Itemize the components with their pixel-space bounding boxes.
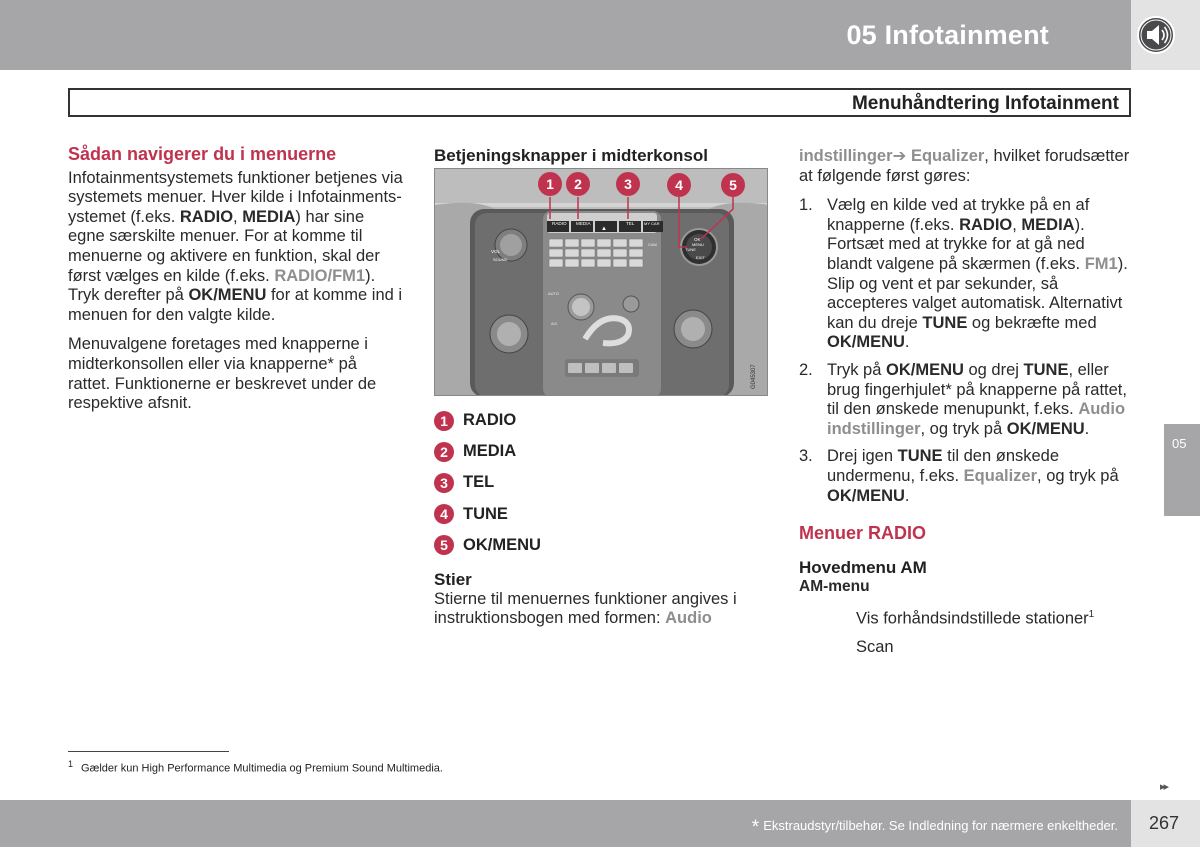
text: ). Slip og vent et par sekunder, så accepteres valget automatisk. Alternativt kan du dreje (827, 254, 1128, 332)
menu-path: Equalizer (963, 466, 1038, 485)
ac-key-label: A/C (551, 321, 558, 326)
intro-paragraph (68, 169, 403, 326)
footnote-ref: 1 (1088, 608, 1095, 620)
step-number: 2. (799, 360, 813, 379)
svg-text:▲: ▲ (601, 226, 607, 232)
menu-path: Audio (665, 609, 712, 628)
paths-text (434, 590, 754, 629)
footnote-text: Gælder kun High Performance Multimedia og Premium Sound Multimedia. (81, 762, 443, 775)
text: ). Tryk derefter på (68, 266, 376, 305)
mycar-key-label: MY CAR (644, 221, 660, 226)
text: , og tryk på (920, 419, 1007, 438)
main-menu-am-heading: Hovedmenu AM (799, 557, 927, 577)
menu-item (856, 605, 1134, 629)
step-number: 3. (799, 447, 813, 466)
keyword: TUNE (1023, 360, 1069, 379)
callout-number: 2 (434, 442, 454, 462)
paths-section (434, 570, 754, 639)
image-code: G045307 (751, 364, 757, 389)
callout-item (434, 436, 541, 467)
console-callout-5: 5 (729, 177, 737, 193)
console-callout-1: 1 (546, 176, 554, 192)
console-illustration (435, 169, 768, 396)
text: Vælg en kilde ved at trykke på en af knapperne (f.eks. (827, 196, 1090, 234)
callout-number: 5 (434, 535, 454, 555)
continue-arrow-icon: ▸▸ (1160, 781, 1168, 793)
footer-note (752, 817, 1118, 839)
keyword: TUNE (897, 447, 943, 466)
chapter-title: 05 Infotainment (846, 20, 1049, 50)
text: og bekræfte med (967, 313, 1097, 332)
console-callout-4: 4 (675, 177, 683, 193)
callout-label: TEL (463, 473, 495, 492)
menu-path: RADIO/FM1 (274, 266, 366, 285)
radio-key-label: RADIO (552, 221, 567, 226)
am-menu-items (799, 605, 1134, 658)
keyword: MEDIA (242, 207, 296, 226)
step-number: 1. (799, 196, 813, 215)
page-number: 267 (1149, 813, 1180, 833)
paths-heading: Stier (434, 570, 472, 589)
callout-item (434, 467, 541, 498)
keyword: OK/MENU (885, 360, 964, 379)
callout-label: OK/MENU (463, 535, 541, 554)
tune-knob-label: TUNE (685, 247, 696, 252)
arrow-icon: ➔ (892, 147, 907, 165)
navigation-heading: Sådan navigerer du i menuerne (68, 144, 337, 164)
ok-key-label: OK (694, 237, 701, 242)
cam-key-label: CAM (648, 242, 657, 247)
callout-legend (434, 405, 541, 561)
menu-path: Audio indstillinger (827, 400, 1126, 438)
step-item (799, 196, 1134, 353)
buttons-paragraph: Menuvalgene foretages med knapperne i midterkonsollen eller via knapperne* på rattet. Funktionerne er beskrevet under de respektive afsnit. (68, 335, 377, 413)
footnote-divider (68, 751, 229, 752)
footer-bar (0, 800, 1131, 847)
keyword: OK/MENU (1006, 419, 1085, 438)
keyword: MEDIA (1021, 215, 1075, 234)
callout-label: TUNE (463, 504, 508, 523)
path-continuation (799, 147, 1134, 186)
callout-label: RADIO (463, 411, 517, 430)
text: ) har sine egne særskilte menuer. For at komme til menuerne og aktivere en funktion, skal der først vælges en kilde (f.eks. (68, 207, 380, 285)
sound-key-label: SOUND (493, 257, 508, 262)
center-console-figure (434, 168, 768, 396)
text: , (1012, 215, 1022, 234)
console-callout-3: 3 (624, 176, 632, 192)
step-item (799, 361, 1134, 439)
exit-key-label: EXIT (696, 255, 705, 260)
callout-number: 4 (434, 504, 454, 524)
step-text (827, 447, 1134, 506)
middle-heading-wrap (434, 146, 774, 166)
text: Infotainmentsystemets funktioner betjenes via systemets menuer. Hver kilde i Infotainments-ystemet (f.eks. (68, 168, 403, 226)
callout-number: 1 (434, 411, 454, 431)
footnote-marker: 1 (68, 759, 74, 769)
page-number-box (1131, 800, 1200, 847)
keyword: OK/MENU (188, 286, 267, 305)
console-callout-2: 2 (574, 176, 582, 192)
menu-path: FM1 (1084, 254, 1118, 273)
menu-item-label: Scan (856, 637, 894, 656)
menu-key-label: MENU (692, 242, 704, 247)
asterisk: * (751, 817, 760, 838)
text: Stierne til menuernes funktioner angives i instruktionsbogen med formen: (434, 589, 737, 628)
keyword: RADIO (959, 215, 1013, 234)
keyword: TUNE (922, 313, 968, 332)
steps-list (799, 196, 1134, 506)
menu-path: Equalizer (910, 147, 985, 165)
text: . (904, 333, 910, 352)
text: . (1084, 419, 1090, 438)
callout-number: 3 (434, 473, 454, 493)
footer-text: Ekstraudstyr/tilbehør. Se Indledning for nærmere enkeltheder. (763, 818, 1118, 833)
speaker-icon (1136, 15, 1176, 55)
chapter-side-tab (1164, 424, 1200, 516)
am-menu-heading: AM-menu (799, 578, 870, 596)
vol-knob-label: VOL (491, 249, 501, 254)
callout-label: MEDIA (463, 442, 517, 461)
left-column (68, 145, 403, 424)
menu-item-label: Vis forhåndsindstillede stationer (856, 609, 1089, 628)
right-column (799, 147, 1134, 658)
menu-item (856, 638, 1134, 658)
step-item (799, 447, 1134, 506)
text: for at komme ind i menuen for den valgte kilde. (68, 286, 403, 324)
section-title: Menuhåndtering Infotainment (851, 93, 1119, 114)
radio-menus-heading: Menuer RADIO (799, 523, 927, 544)
footnote (68, 759, 443, 775)
callout-item (434, 530, 541, 561)
chapter-header-bar (0, 0, 1131, 70)
side-tab-label: 05 (1172, 436, 1187, 451)
text: ). Fortsæt med at trykke for at gå ned blandt valgene på skærmen (f.eks. (827, 215, 1085, 273)
text: Tryk på (827, 360, 886, 379)
section-title-bar (68, 88, 1131, 117)
text: . (904, 486, 910, 505)
console-heading: Betjeningsknapper i midterkonsol (434, 146, 708, 165)
text: , hvilket forudsætter at følgende først gøres: (799, 147, 1130, 185)
callout-item (434, 499, 541, 530)
tel-key-label: TEL (626, 221, 635, 226)
text: , eller brug fingerhjulet* på knapperne på rattet, til den ønskede menupunkt, f.eks. (827, 360, 1127, 419)
text: og drej (963, 360, 1024, 379)
auto-key-label: AUTO (548, 291, 560, 296)
keyword: OK/MENU (827, 333, 905, 352)
step-text (827, 196, 1134, 353)
step-text (827, 361, 1134, 439)
callout-item (434, 405, 541, 436)
menu-path: indstillinger (799, 147, 893, 165)
media-key-label: MEDIA (576, 221, 591, 226)
text: , (233, 207, 243, 226)
keyword: RADIO (179, 207, 234, 226)
keyword: OK/MENU (827, 486, 905, 505)
text: til den ønskede undermenu, f.eks. (827, 447, 1060, 485)
text: , og tryk på (1037, 466, 1119, 485)
text: Drej igen (827, 447, 898, 466)
